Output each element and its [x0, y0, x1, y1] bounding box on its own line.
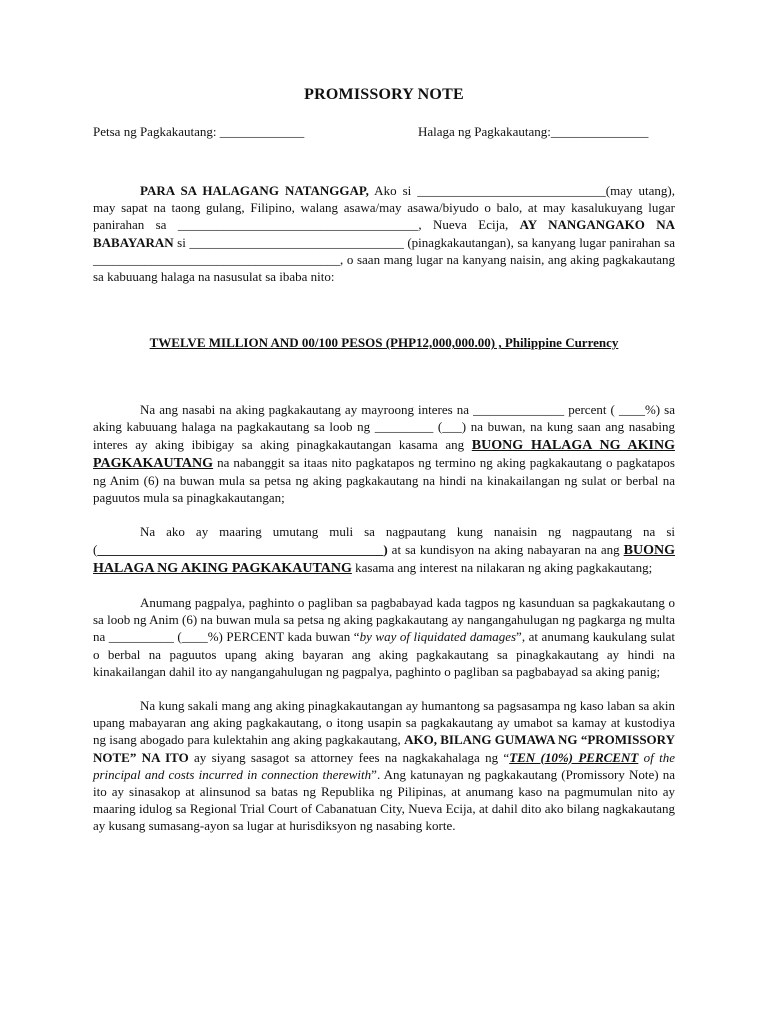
italic-run: by way of liquidated damages	[359, 629, 517, 645]
text-run: Na ang nasabi na aking pagkakautang ay mayroong interes na ______________ percent ( ____%) sa aking kabuuang halaga na pagkakautang sa loob ng _________ (___) na buwan, na kung saan ang nasabing interes ay aking ibibigay sa aking pinagkakautangan kasama ang	[93, 402, 675, 452]
paragraph-interest	[93, 401, 675, 506]
paragraph-reborrow	[93, 523, 675, 577]
bold-italic-run: TEN (10%) PERCENT	[509, 749, 639, 765]
bold-run: BUONG HALAGA NG AKING PAGKAKAUTANG	[93, 437, 675, 471]
text-run: Anumang pagpalya, paghinto o pagliban sa pagbabayad kada tagpos ng kasunduan sa pagkakautang o sa loob ng Anim (6) na buwan mula sa petsa ng aking pagkakautang ay nangangahulugan ng pagkarga ng multa na __________ (____%) PERCENT kada buwan “	[93, 595, 675, 645]
text-run: ay siyang sasagot sa attorney fees na nagkakahalaga ng “	[188, 749, 510, 765]
bold-run: AKO, BILANG GUMAWA NG “PROMISSORY NOTE” NA ITO	[93, 732, 675, 765]
dateline	[93, 124, 675, 142]
text-run: ”, at anumang kaukulang sulat o berbal na paguutos upang aking bayaran ang aking pagkakautang sa pinagkakautang ay hindi na kinakailangan dahil ito ay nangangahulugan ng pagpalya, paghinto o pagliban sa pagbabayad sa aking panig;	[93, 629, 676, 679]
text-run: si _________________________________ (pinagkakautangan), sa kanyang lugar panirahan sa ______________________________________, o saan mang lugar na kanyang naisin, ang aking pagkakautang sa kabuuang halaga na nasusulat sa ibaba nito:	[93, 234, 675, 285]
italic-run: of the principal and costs incurred in connection therewith	[93, 749, 675, 782]
paragraph-litigation	[93, 697, 675, 835]
bold-run: AY NANGANGAKO NA BABAYARAN	[93, 217, 675, 250]
spacer	[93, 506, 675, 523]
text-run: Ako si _____________________________(may utang), may sapat na taong gulang, Filipino, walang asawa/may asawa/biyudo o balo, at may kasalukuyang lugar panirahan sa _____________________________________, Nueva Ecija,	[93, 183, 675, 233]
document-page	[93, 86, 675, 835]
text-run: at sa kundisyon na aking nabayaran na ang	[387, 541, 624, 557]
spacer	[93, 680, 675, 697]
amount-field-label: Halaga ng Pagkakautang:_______________	[418, 124, 649, 139]
bold-run: BUONG HALAGA NG AKING PAGKAKAUTANG	[93, 542, 675, 576]
text-run: Na kung sakali mang ang aking pinagkakautangan ay humantong sa pagsasampa ng kaso laban sa akin upang mabayaran ang aking pagkakautang, o itong usapin sa pagkakautang ay umabot sa kamay at kustodiya ng isang abogado para kulektahin ang aking pagkakautang,	[93, 698, 675, 748]
amount-line: TWELVE MILLION AND 00/100 PESOS (PHP12,000,000.00) , Philippine Currency	[149, 335, 619, 351]
text-run: Na ako ay maaring umutang muli sa nagpautang kung nanaisin ng nagpautang na si (	[93, 524, 675, 557]
date-field-label: Petsa ng Pagkakautang: _____________	[93, 124, 305, 139]
text-run: ”. Ang katunayan ng pagkakautang (Promissory Note) na ito ay sinasakop at alinsunod sa batas ng Republika ng Pilipinas, at anumang kaso na pagmumulan nito ay maaring idulog sa Regional Trial Court of Cabanatuan City, Nueva Ecija, at dahil dito ako bilang nagkakautang ay kusang sumasang-ayon sa lugar at hurisdiksyon ng nasabing korte.	[93, 766, 675, 834]
spacer	[93, 577, 675, 594]
text-run: na nabanggit sa itaas nito pagkatapos ng termino ng aking pagkakautang o pagkatapos ng Anim (6) na buwan mula sa petsa ng aking pagkakautang na hindi na kinakailangan ng sulat or berbal na paguutos mula sa pinagkakautangan;	[93, 454, 675, 506]
text-run: kasama ang interest na nilakaran ng aking pagkakautang;	[351, 559, 653, 575]
paragraph-agreement	[93, 182, 675, 285]
paragraph-lead: PARA SA HALAGANG NATANGGAP,	[140, 183, 369, 198]
paragraph-default	[93, 594, 675, 680]
blank-run: ____________________________________________)	[97, 541, 388, 557]
document-title: PROMISSORY NOTE	[304, 86, 464, 103]
